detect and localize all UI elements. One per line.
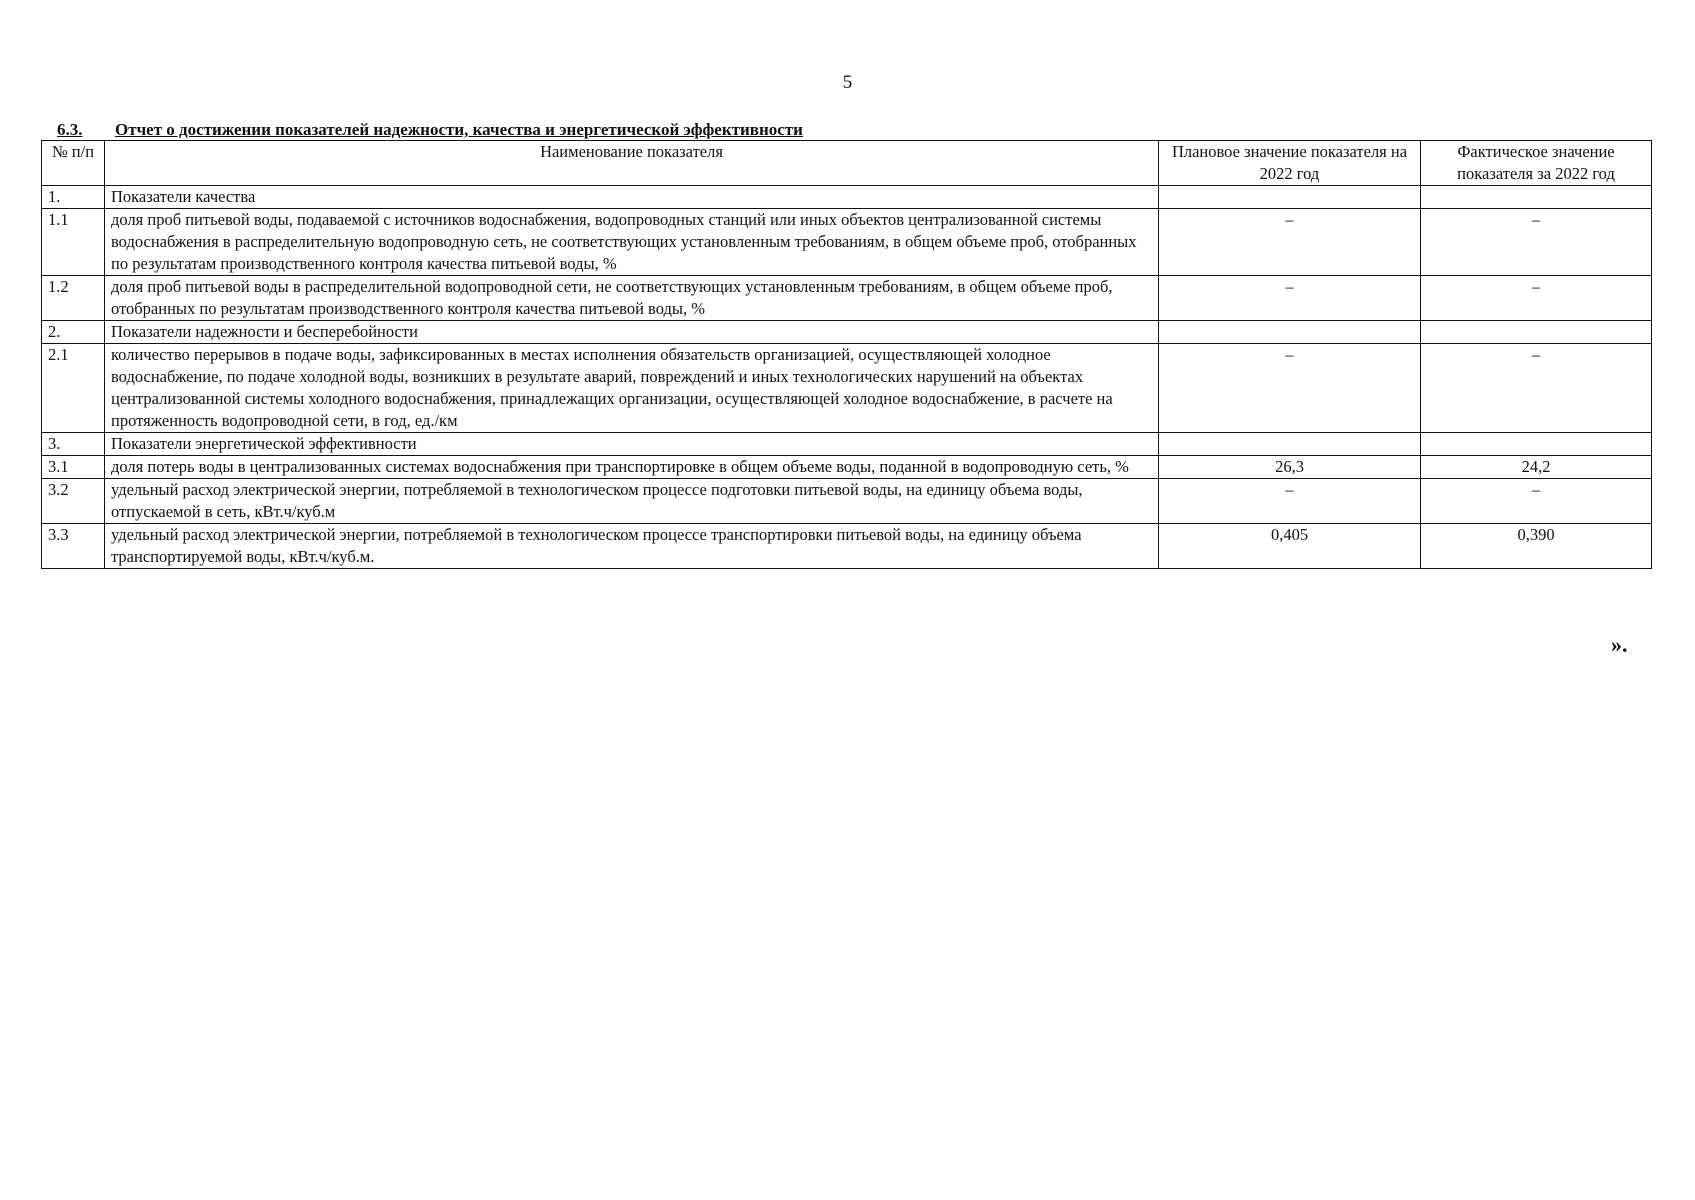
row-name: доля проб питьевой воды, подаваемой с источников водоснабжения, водопроводных станций или иных объектов централизованной системы водоснабжения в распределительную водопроводную сеть, не соответствующих установленным требованиям, в общем объеме проб, отобранных по результатам производственного контроля качества питьевой воды, % [105, 209, 1159, 276]
row-plan [1159, 433, 1421, 456]
table-row [42, 276, 1652, 321]
row-num: 3.2 [42, 479, 105, 524]
table-row [42, 479, 1652, 524]
section-title: Отчет о достижении показателей надежности, качества и энергетической эффективности [115, 120, 803, 139]
row-plan: – [1159, 209, 1421, 276]
row-fact: 24,2 [1421, 456, 1652, 479]
row-num: 1.2 [42, 276, 105, 321]
header-fact: Фактическое значение показателя за 2022 год [1421, 141, 1652, 186]
row-name: удельный расход электрической энергии, потребляемой в технологическом процессе транспортировки питьевой воды, на единицу объема транспортируемой воды, кВт.ч/куб.м. [105, 524, 1159, 569]
row-name: доля проб питьевой воды в распределительной водопроводной сети, не соответствующих установленным требованиям, в общем объеме проб, отобранных по результатам производственного контроля качества питьевой воды, % [105, 276, 1159, 321]
row-num: 3. [42, 433, 105, 456]
row-num: 3.1 [42, 456, 105, 479]
table-row [42, 456, 1652, 479]
row-fact: 0,390 [1421, 524, 1652, 569]
table-row [42, 433, 1652, 456]
row-plan: – [1159, 276, 1421, 321]
row-fact: – [1421, 344, 1652, 433]
row-num: 1.1 [42, 209, 105, 276]
row-fact [1421, 433, 1652, 456]
row-name: количество перерывов в подаче воды, зафиксированных в местах исполнения обязательств организацией, осуществляющей холодное водоснабжение, по подаче холодной воды, возникших в результате аварий, повреждений и иных технологических нарушений на объектах централизованной системы холодного водоснабжения, принадлежащих организации, осуществляющей холодное водоснабжение, в расчете на протяженность водопроводной сети, в год, ед./км [105, 344, 1159, 433]
header-plan: Плановое значение показателя на 2022 год [1159, 141, 1421, 186]
table-header-row [42, 141, 1652, 186]
row-plan: 0,405 [1159, 524, 1421, 569]
table-row [42, 524, 1652, 569]
table-row [42, 321, 1652, 344]
header-num: № п/п [42, 141, 105, 186]
row-num: 2. [42, 321, 105, 344]
page-number: 5 [842, 72, 853, 93]
table-row [42, 209, 1652, 276]
row-name: доля потерь воды в централизованных системах водоснабжения при транспортировке в общем объеме воды, поданной в водопроводную сеть, % [105, 456, 1159, 479]
row-plan: – [1159, 344, 1421, 433]
row-plan [1159, 321, 1421, 344]
row-plan [1159, 186, 1421, 209]
section-number: 6.3. [57, 120, 83, 139]
row-fact: – [1421, 276, 1652, 321]
row-fact: – [1421, 479, 1652, 524]
row-fact [1421, 186, 1652, 209]
row-num: 2.1 [42, 344, 105, 433]
closing-quote-mark: ». [1611, 632, 1628, 657]
row-plan: – [1159, 479, 1421, 524]
row-name: Показатели надежности и бесперебойности [105, 321, 1159, 344]
indicators-table [41, 140, 1652, 569]
row-name: удельный расход электрической энергии, потребляемой в технологическом процессе подготовки питьевой воды, на единицу объема воды, отпускаемой в сеть, кВт.ч/куб.м [105, 479, 1159, 524]
row-name: Показатели энергетической эффективности [105, 433, 1159, 456]
row-num: 1. [42, 186, 105, 209]
section-heading [57, 121, 803, 139]
row-name: Показатели качества [105, 186, 1159, 209]
row-plan: 26,3 [1159, 456, 1421, 479]
table-row [42, 344, 1652, 433]
row-fact: – [1421, 209, 1652, 276]
header-name: Наименование показателя [105, 141, 1159, 186]
row-num: 3.3 [42, 524, 105, 569]
row-fact [1421, 321, 1652, 344]
table-row [42, 186, 1652, 209]
